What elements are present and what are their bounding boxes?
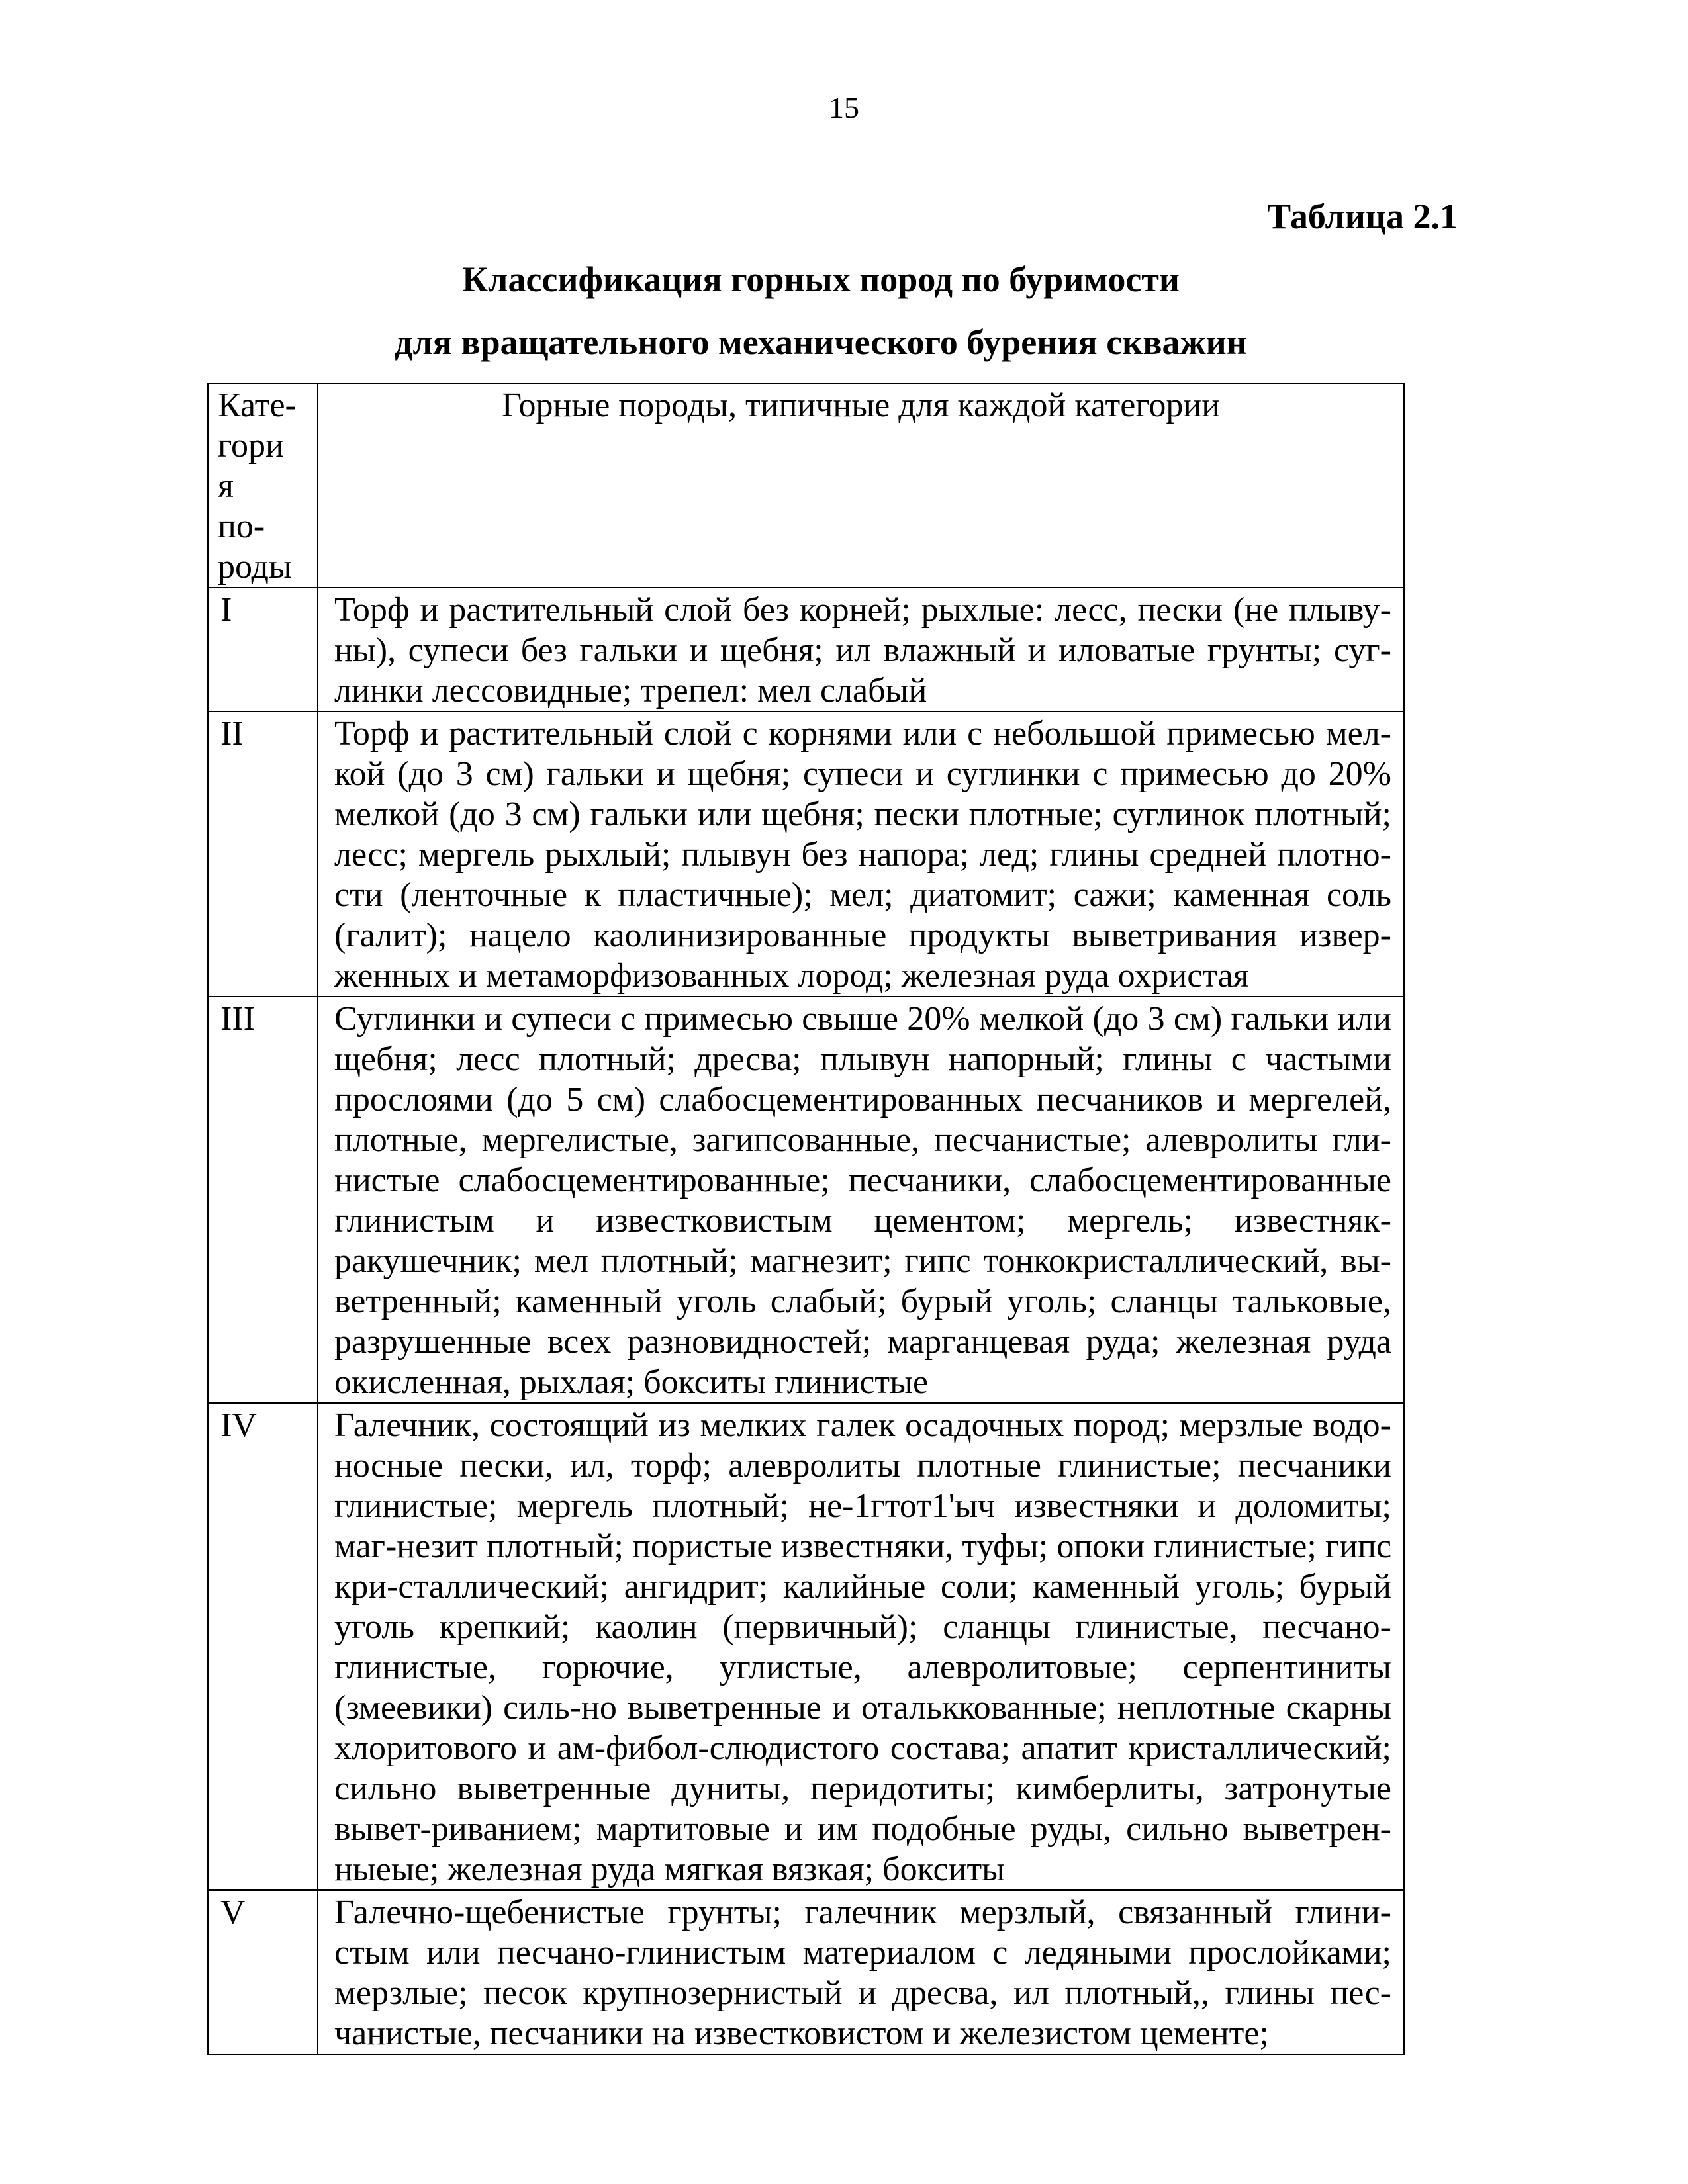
table-row (208, 588, 1404, 711)
header-category-line-1: Кате- (218, 387, 297, 424)
table-title-line-1: Классификация горных пород по буримости (462, 259, 1180, 299)
table-title-line-2: для вращательного механического бурения скважин (395, 322, 1247, 362)
header-category (208, 383, 318, 588)
rock-classification-table (207, 383, 1405, 2055)
description-cell: Галечник, состоящий из мелких галек осадочных пород; мерзлые водо-носные пески, ил, торф; алевролиты плотные глинистые; песчаники глинистые; мергель плотный; не-1гтот1'ыч известняки и доломиты; маг-незит плотный; пористые известняки, туфы; опоки глинистые; гипс кри-сталлический; ангидрит; калийные соли; каменный уголь; бурый уголь крепкий; каолин (первичный); сланцы глинистые, песчано-глинистые, горючие, углистые, алевролитовые; серпентиниты (змеевики) силь-но выветренные и отальккованные; неплотные скарны хлоритового и ам-фибол-слюдистого состава; апатит кристаллический; сильно выветренные дуниты, перидотиты; кимберлиты, затронутые вывет-риванием; мартитовые и им подобные руды, сильно выветрен-ныеые; железная руда мягкая вязкая; бокситы (318, 1403, 1404, 1890)
table-row (208, 1890, 1404, 2054)
table-header-row (208, 383, 1404, 588)
description-cell: Торф и растительный слой с корнями или с небольшой примесью мел-кой (до 3 см) гальки и щебня; супеси и суглинки с примесью до 20% мелкой (до 3 см) гальки или щебня; пески плотные; суглинок плотный; лесс; мергель рыхлый; плывун без напора; лед; глины средней плотно-сти (ленточные к пластичные); мел; диатомит; сажи; каменная соль (галит); нацело каолинизированные продукты выветривания извер-женных и метаморфизованных лород; железная руда охристая (318, 711, 1404, 997)
header-category-text (218, 385, 297, 587)
table-row (208, 1403, 1404, 1890)
page-number: 15 (829, 91, 859, 124)
category-cell: II (208, 711, 318, 997)
description-cell: Торф и растительный слой без корней; рыхлые: лесс, пески (не плыву-ны), супеси без гальки и щебня; ил влажный и иловатые грунты; суг-линки лессовидные; трепел: мел слабый (318, 588, 1404, 711)
category-cell: I (208, 588, 318, 711)
header-description: Горные породы, типичные для каждой категории (318, 383, 1404, 588)
category-cell: IV (208, 1403, 318, 1890)
header-category-line-4: роды (218, 548, 292, 586)
description-cell: Суглинки и супеси с примесью свыше 20% мелкой (до 3 см) гальки или щебня; лесс плотный; дресва; плывун напорный; глины с частыми прослоями (до 5 см) слабосцементированных песчаников и мергелей, плотные, мергелистые, загипсованные, песчанистые; алевролиты гли-нистые слабосцементированные; песчаники, слабосцементированные глинистым и известковистым цементом; мергель; известняк-ракушечник; мел плотный; магнезит; гипс тонкокристаллический, вы-ветренный; каменный уголь слабый; бурый уголь; сланцы тальковые, разрушенные всех разновидностей; марганцевая руда; железная руда окисленная, рыхлая; бокситы глинистые (318, 997, 1404, 1403)
category-cell: III (208, 997, 318, 1403)
table-row (208, 711, 1404, 997)
table-label: Таблица 2.1 (1267, 197, 1458, 236)
category-cell: V (208, 1890, 318, 2054)
description-cell: Галечно-щебенистые грунты; галечник мерзлый, связанный глини-стым или песчано-глинистым материалом с ледяными прослойками; мерзлые; песок крупнозернистый и дресва, ил плотный,, глины пес-чанистые, песчаники на известковистом и железистом цементе; (318, 1890, 1404, 2054)
table-row (208, 997, 1404, 1403)
header-category-line-2: гория (218, 427, 284, 505)
header-category-line-3: по- (218, 508, 265, 545)
